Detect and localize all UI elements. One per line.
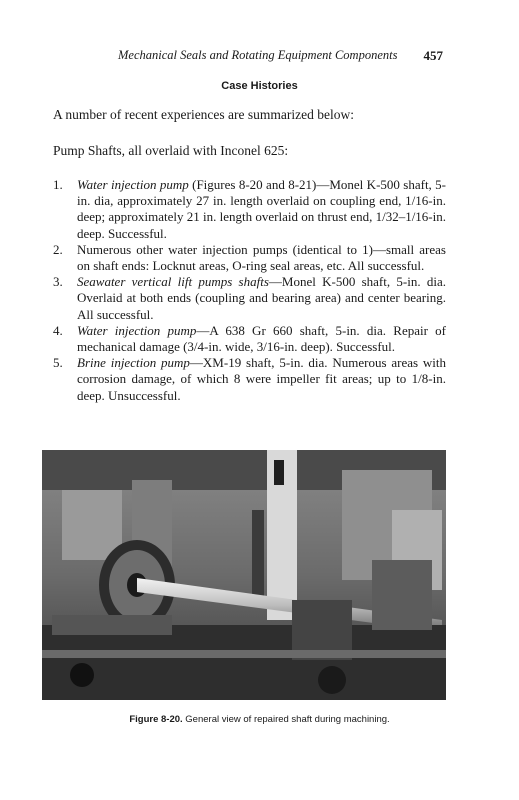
item-number: 4. [53, 322, 63, 338]
figure-caption [0, 714, 519, 725]
machining-photo-illustration [42, 450, 446, 700]
running-title: Mechanical Seals and Rotating Equipment Components [118, 48, 398, 62]
page-number: 457 [423, 48, 443, 63]
item-text: —XM-19 shaft, 5-in. dia. Numerous areas with corrosion damage, of which 8 were impeller fit areas; up to 1/8-in. deep. Unsuccessful. [77, 355, 446, 403]
figure-caption-text: General view of repaired shaft during machining. [182, 714, 390, 725]
list-item [53, 355, 446, 404]
item-number: 2. [53, 241, 63, 257]
item-text: Numerous other water injection pumps (identical to 1)—small areas on shaft ends: Locknut areas, O-ring seal areas, etc. All successful. [77, 241, 446, 274]
item-text: —Monel K-500 shaft, 5-in. dia. Overlaid at both ends (coupling and bearing area) and center bearing. All successful. [77, 274, 446, 322]
running-header [118, 48, 443, 63]
item-text: (Figures 8-20 and 8-21)—Monel K-500 shaft, 5-in. dia, approximately 27 in. length overlaid on coupling end, 1/16-in. deep; approximately 21 in. length overlaid on thrust end, 1/32–1/16-in. deep. Successful. [77, 177, 447, 241]
item-number: 1. [53, 177, 63, 192]
list-item [53, 323, 446, 355]
list-item [53, 177, 446, 242]
figure-label: Figure 8-20. [129, 714, 183, 725]
item-title: Water injection pump [77, 177, 189, 192]
item-text: —A 638 Gr 660 shaft, 5-in. dia. Repair of mechanical damage (3/4-in. wide, 3/16-in. deep). Successful. [77, 322, 446, 355]
figure-photo [42, 450, 446, 700]
item-title: Seawater vertical lift pumps shafts [77, 274, 269, 290]
section-title: Case Histories [221, 80, 298, 92]
item-number: 5. [53, 355, 63, 371]
item-title: Water injection pump [77, 322, 197, 338]
case-list [53, 177, 446, 404]
subheading: Pump Shafts, all overlaid with Inconel 625: [53, 143, 289, 158]
list-item [53, 274, 446, 323]
item-number: 3. [53, 274, 63, 290]
intro-paragraph: A number of recent experiences are summarized below: [53, 107, 354, 122]
list-item [53, 242, 446, 274]
item-title: Brine injection pump [77, 355, 190, 371]
